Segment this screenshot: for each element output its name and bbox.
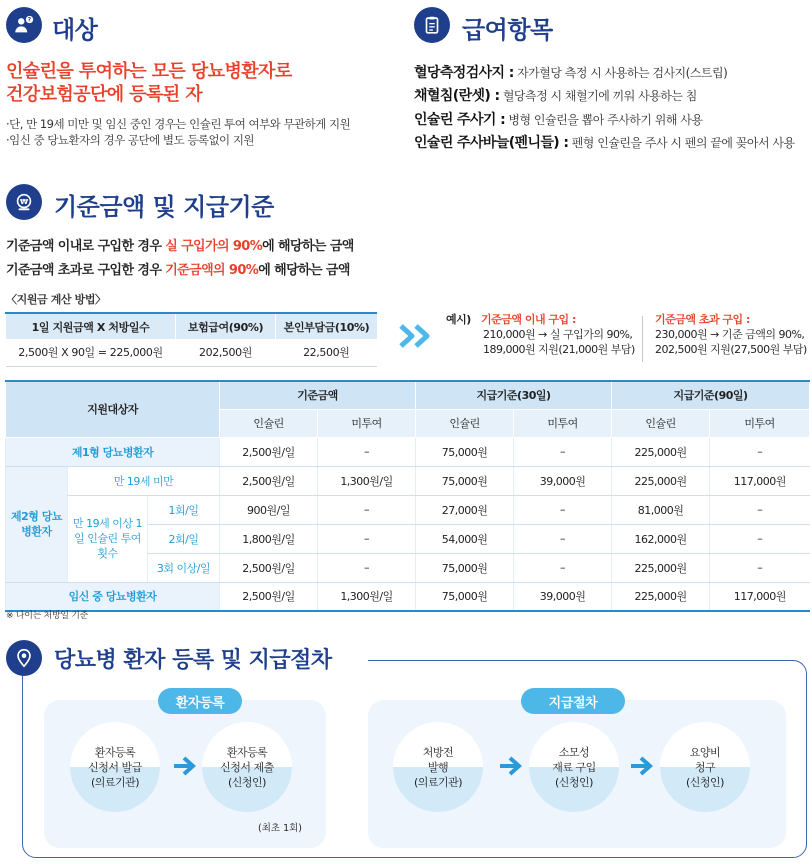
table-cell: – (710, 553, 810, 582)
calc-header: 1일 지원금액 X 처방일수 (6, 313, 176, 339)
header-30-days: 지급기준(30일) (416, 381, 612, 409)
calc-table (5, 312, 377, 367)
step-text: (신청인) (555, 775, 593, 789)
step-text: (신청인) (228, 775, 266, 789)
table-cell: 2,500원/일 (220, 582, 318, 611)
calc-cell: 202,500원 (176, 339, 276, 366)
calc-header: 보험급여(90%) (176, 313, 276, 339)
step-issue-form (70, 722, 160, 812)
item-name: 채혈침(란셋) : (414, 88, 500, 104)
step-text: 환자등록 (226, 745, 268, 759)
step-text: (의료기관) (413, 775, 463, 789)
table-cell: 75,000원 (416, 466, 514, 495)
example-within-line-1: 210,000원 → 실 구입가의 90%, (483, 328, 633, 341)
step-submit-form (202, 722, 292, 812)
target-note-2: ·임신 중 당뇨환자의 경우 공단에 별도 등록없이 지원 (6, 133, 255, 147)
table-cell: – (514, 495, 612, 524)
item-syringe (414, 109, 702, 129)
target-line-1: 인슐린을 투여하는 모든 당뇨병환자로 (6, 61, 292, 82)
subheader-non-insulin: 미투여 (514, 409, 612, 437)
first-time-note: (최초 1회) (258, 823, 303, 834)
criteria-line-2-a: 기준금액 초과로 구입한 경우 (6, 263, 166, 278)
header-target: 지원대상자 (6, 381, 220, 437)
table-cell: 225,000원 (612, 582, 710, 611)
registration-label: 환자등록 (158, 688, 242, 714)
criteria-section-title: 기준금액 및 지급기준 (54, 193, 274, 221)
table-cell: – (318, 524, 416, 553)
header-base-amount: 기준금액 (220, 381, 416, 409)
row-label-over19: 만 19세 이상 1일 인슐린 투여횟수 (68, 495, 148, 582)
item-name: 인슐린 주사바늘(펜니들) : (414, 135, 569, 151)
item-desc: 펜형 인슐린을 주사 시 펜의 끝에 꽂아서 사용 (571, 136, 795, 150)
subheader-non-insulin: 미투여 (318, 409, 416, 437)
clipboard-icon (414, 7, 450, 43)
item-test-strip (414, 62, 727, 82)
step-text: 소모성 (558, 745, 590, 759)
svg-text:₩: ₩ (19, 196, 29, 206)
step-text: (신청인) (686, 775, 724, 789)
table-cell: 162,000원 (612, 524, 710, 553)
subheader-insulin: 인슐린 (220, 409, 318, 437)
procedure-section-title: 당뇨병 환자 등록 및 지급절차 (54, 648, 332, 673)
table-cell: – (318, 553, 416, 582)
row-label-times2: 2회/일 (148, 524, 220, 553)
table-cell: 1,300원/일 (318, 466, 416, 495)
support-table (5, 380, 810, 612)
item-name: 인슐린 주사기 : (414, 112, 506, 128)
row-label-times1: 1회/일 (148, 495, 220, 524)
table-cell: 39,000원 (514, 582, 612, 611)
table-cell: 225,000원 (612, 437, 710, 466)
table-cell: 1,300원/일 (318, 582, 416, 611)
table-cell: 225,000원 (612, 553, 710, 582)
calc-header-row (6, 313, 378, 339)
calc-heading: 〈지원금 계산 방법〉 (6, 293, 106, 306)
table-cell: 27,000원 (416, 495, 514, 524)
example-exceed-line-1: 230,000원 → 기준 금액의 90%, (655, 328, 805, 341)
arrow-right-icon (498, 755, 522, 781)
step-text: 요양비 (689, 745, 721, 759)
table-cell: 81,000원 (612, 495, 710, 524)
items-section-title: 급여항목 (462, 16, 553, 44)
calc-header: 본인부담금(10%) (276, 313, 378, 339)
criteria-line-1-highlight: 실 구입가의 90% (165, 239, 263, 254)
row-label-pregnant: 임신 중 당뇨병환자 (6, 582, 220, 611)
location-pin-icon (6, 640, 42, 676)
table-cell: 225,000원 (612, 466, 710, 495)
table-cell: – (514, 553, 612, 582)
calc-cell: 2,500원 X 90일 = 225,000원 (6, 339, 176, 366)
step-text: (의료기관) (90, 775, 140, 789)
table-cell: 39,000원 (514, 466, 612, 495)
step-text: 재료 구입 (552, 760, 596, 774)
item-desc: 자가혈당 측정 시 사용하는 검사지(스트립) (517, 66, 728, 80)
criteria-line-1 (6, 235, 354, 254)
table-row (6, 582, 810, 611)
calc-cell: 22,500원 (276, 339, 378, 366)
header-90-days: 지급기준(90일) (612, 381, 810, 409)
table-cell: 2,500원/일 (220, 553, 318, 582)
example-exceed-heading: 기준금액 초과 구입 : (655, 313, 750, 326)
table-cell: 75,000원 (416, 582, 514, 611)
criteria-line-2-highlight: 기준금액의 90% (165, 263, 259, 278)
subheader-insulin: 인슐린 (612, 409, 710, 437)
target-description (6, 60, 406, 106)
example-within (481, 312, 635, 357)
example-exceed (655, 312, 807, 357)
target-line-2: 건강보험공단에 등록된 자 (6, 84, 203, 105)
table-cell: 75,000원 (416, 553, 514, 582)
step-text: 처방전 (422, 745, 454, 759)
step-text: 신청서 발급 (88, 760, 142, 774)
step-text: 신청서 제출 (220, 760, 274, 774)
table-cell: 117,000원 (710, 582, 810, 611)
table-cell: – (318, 437, 416, 466)
item-desc: 혈당측정 시 채혈기에 끼워 사용하는 침 (502, 89, 697, 103)
table-row (6, 466, 810, 495)
target-note-1: ·단, 만 19세 미만 및 임신 중인 경우는 인슐린 투여 여부와 무관하게 지원 (6, 117, 351, 131)
subheader-insulin: 인슐린 (416, 409, 514, 437)
arrow-right-icon (172, 755, 196, 781)
table-cell: – (514, 524, 612, 553)
table-cell: 2,500원/일 (220, 437, 318, 466)
example-label: 예시) (446, 313, 471, 326)
coin-icon (6, 184, 42, 220)
item-desc: 병형 인슐린을 뽑아 주사하기 위해 사용 (508, 113, 703, 127)
row-label-times3: 3회 이상/일 (148, 553, 220, 582)
arrow-right-icon (629, 755, 653, 781)
table-cell: 54,000원 (416, 524, 514, 553)
payment-label: 지급절차 (521, 688, 625, 714)
step-text: 환자등록 (94, 745, 136, 759)
example-within-line-2: 189,000원 지원(21,000원 부담) (483, 343, 635, 356)
table-cell: 117,000원 (710, 466, 810, 495)
row-label-type1: 제1형 당뇨병환자 (6, 437, 220, 466)
step-claim (660, 722, 750, 812)
step-text: 청구 (694, 760, 716, 774)
criteria-line-2 (6, 259, 350, 278)
table-cell: – (710, 495, 810, 524)
table-cell: 1,800원/일 (220, 524, 318, 553)
calc-value-row (6, 339, 378, 366)
row-label-under19: 만 19세 미만 (68, 466, 220, 495)
double-chevron-right-icon (398, 323, 434, 353)
person-question-icon (6, 7, 42, 43)
example-exceed-line-2: 202,500원 지원(27,500원 부담) (655, 343, 807, 356)
item-lancet (414, 85, 697, 105)
table-cell: – (514, 437, 612, 466)
item-pen-needle (414, 132, 795, 152)
table-cell: 900원/일 (220, 495, 318, 524)
step-text: 발행 (427, 760, 449, 774)
criteria-line-2-c: 에 해당하는 금액 (258, 263, 350, 278)
table-cell: – (318, 495, 416, 524)
example-within-heading: 기준금액 이내 구입 : (481, 313, 576, 326)
row-label-type2: 제2형 당뇨병환자 (6, 466, 68, 582)
target-section-title: 대상 (52, 16, 98, 44)
step-purchase (529, 722, 619, 812)
example-divider (642, 316, 643, 362)
table-cell: 75,000원 (416, 437, 514, 466)
table-footnote: ※ 나이는 처방일 기준 (6, 611, 89, 621)
table-row (6, 437, 810, 466)
table-header-row (6, 381, 810, 409)
criteria-line-1-c: 에 해당하는 금액 (262, 239, 354, 254)
item-name: 혈당측정검사지 : (414, 65, 514, 81)
criteria-line-1-a: 기준금액 이내로 구입한 경우 (6, 239, 166, 254)
table-cell: – (710, 437, 810, 466)
table-cell: – (710, 524, 810, 553)
svg-text:?: ? (27, 16, 32, 24)
step-prescription (393, 722, 483, 812)
table-row (6, 495, 810, 524)
subheader-non-insulin: 미투여 (710, 409, 810, 437)
table-cell: 2,500원/일 (220, 466, 318, 495)
